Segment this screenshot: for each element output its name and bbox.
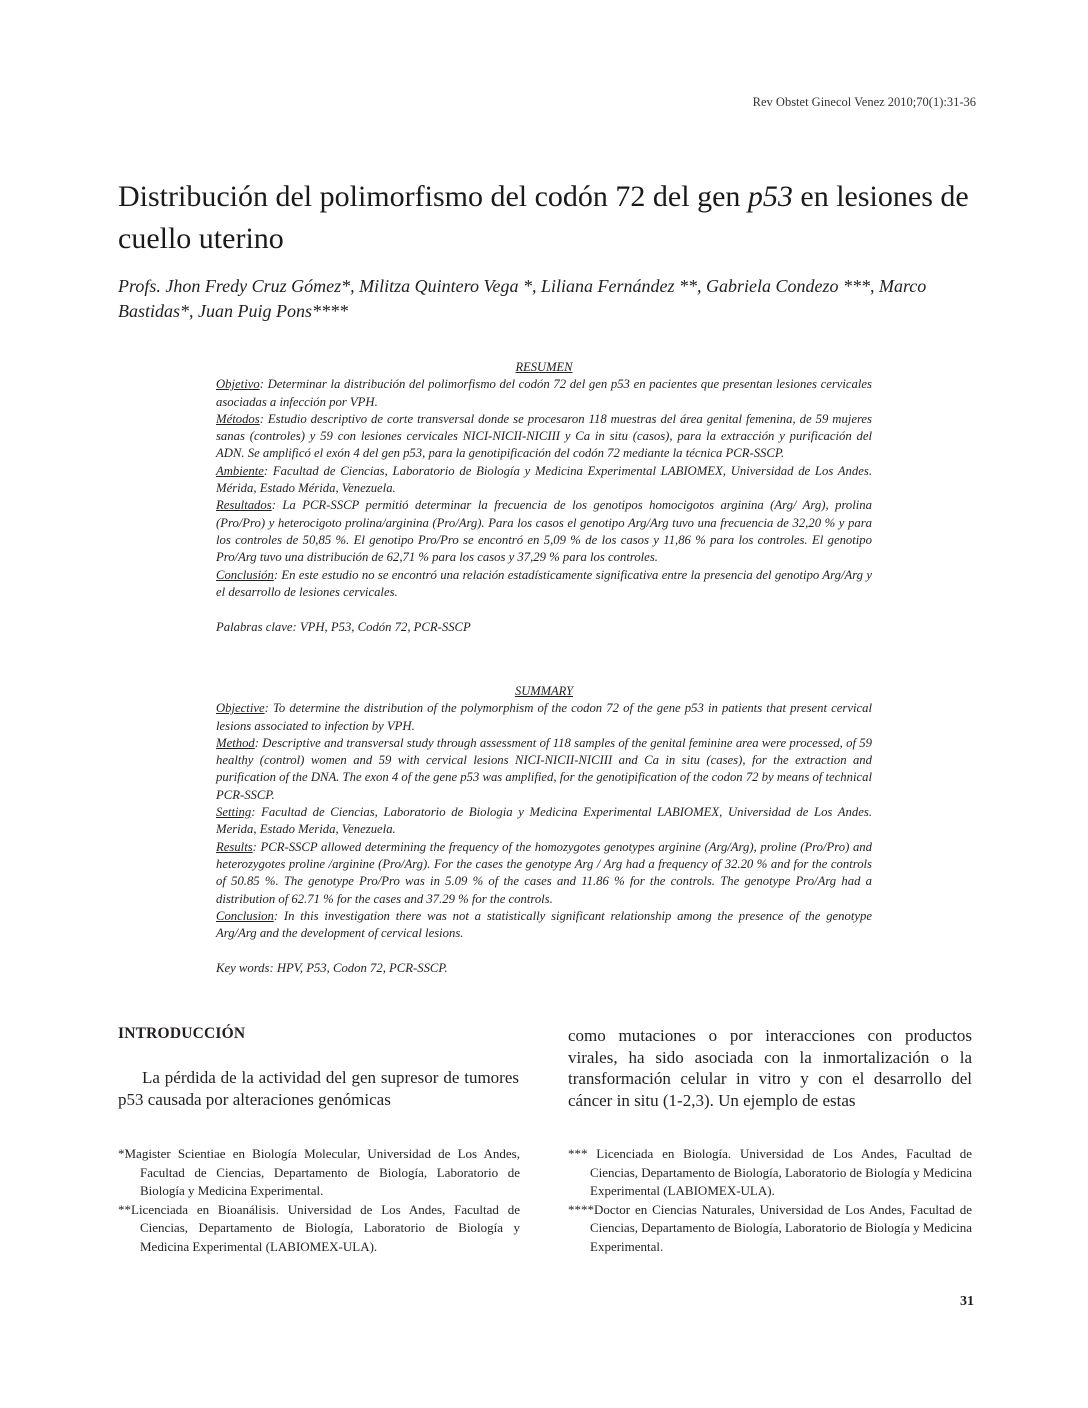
summary-item-text: : Facultad de Ciencias, Laboratorio de Biologia y Medicina Experimental LABIOMEX, Universidad de Los Andes. Merida, Estado Merida, Venezuela. xyxy=(216,805,872,837)
summary-item-label: Conclusion xyxy=(216,908,274,923)
resumen-item xyxy=(216,463,872,498)
summary-item-text: : Descriptive and transversal study through assessment of 118 samples of the genital feminine area were processed, of 59 healthy (control) women and 59 with cervical lesions NICI-NICII-NICIII and Ca in situ (cases), for the extraction and purification of the DNA. The exon 4 of the gene p53 was amplified, for the genotipification of the codon 72 by means of technical PCR-SSCP. xyxy=(216,735,872,802)
summary-item xyxy=(216,908,872,943)
resumen-item-text: : Estudio descriptivo de corte transversal donde se procesaron 118 muestras del área genital femenina, de 59 mujeres sanas (controles) y 59 con lesiones cervicales NICI-NICII-NICIII y Ca in situ (casos), para la extracción y purificación del ADN. Se amplificó el exón 4 del gen p53, para la genotipificación del codón 72 mediante la técnica PCR-SSCP. xyxy=(216,411,872,461)
footnote: *Magister Scientiae en Biología Molecular, Universidad de Los Andes, Facultad de Ciencias, Departamento de Biología, Laboratorio de Biología y Medicina Experimental. xyxy=(118,1146,520,1198)
summary-item-text: : To determine the distribution of the polymorphism of the codon 72 of the gene p53 in patients that present cervical lesions associated to infection by VPH. xyxy=(216,701,872,733)
summary-item xyxy=(216,735,872,804)
footnotes-left xyxy=(118,1145,520,1256)
footnote: **Licenciada en Bioanálisis. Universidad de Los Andes, Facultad de Ciencias, Departamento de Biología, Laboratorio de Biología y Medicina Experimental (LABIOMEX-ULA). xyxy=(118,1201,520,1254)
resumen-heading: RESUMEN xyxy=(515,360,573,374)
resumen-item xyxy=(216,376,872,411)
title-gene: p53 xyxy=(747,180,793,213)
resumen-item-text: : En este estudio no se encontró una relación estadísticamente significativa entre la presencia del genotipo Arg/Arg y el desarrollo de lesiones cervicales. xyxy=(216,567,872,599)
summary-item xyxy=(216,804,872,839)
resumen-item-text: : Determinar la distribución del polimorfismo del codón 72 del gen p53 en pacientes que presentan lesiones cervicales asociadas a infección por VPH. xyxy=(216,377,872,409)
resumen-item-text: : Facultad de Ciencias, Laboratorio de Biología y Medicina Experimental LABIOMEX, Universidad de Los Andes. Mérida, Estado Mérida, Venezuela. xyxy=(216,463,872,496)
summary-item-label: Objective xyxy=(216,701,265,716)
key-words: Key words: HPV, P53, Codon 72, PCR-SSCP. xyxy=(216,961,448,976)
resumen-item xyxy=(216,497,872,566)
resumen-item-label: Conclusión xyxy=(216,567,274,582)
summary-block xyxy=(216,683,872,978)
summary-item-text: : In this investigation there was not a statistically significant relationship among the presence of the genotype Arg/Arg and the development of cervical lesions. xyxy=(216,908,872,941)
resumen-item-label: Resultados xyxy=(216,498,272,513)
resumen-item-text: : La PCR-SSCP permitió determinar la frecuencia de los genotipos homocigotos arginina (Arg/ Arg), prolina (Pro/Pro) y heterocigoto prolina/arginina (Pro/Arg). Para los casos el genotipo Arg/Arg tuvo una frecuencia de 32,20 % y para los controles de 50,85 %. El genotipo Pro/Pro se encontró en 5,09 % de los casos y 11,86 % para los controles. El genotipo Pro/Arg tuvo una distribución de 62,71 % para los casos y 37,29 % para los controles. xyxy=(216,498,872,565)
introduction-text-left: La pérdida de la actividad del gen supresor de tumores p53 causada por alteraciones genómicas xyxy=(118,1068,519,1109)
page-number: 31 xyxy=(960,1294,974,1309)
footnote: ****Doctor en Ciencias Naturales, Universidad de Los Andes, Facultad de Ciencias, Departamento de Biología, Laboratorio de Biología y Medicina Experimental. xyxy=(568,1201,972,1254)
footnote: *** Licenciada en Biología. Universidad de Los Andes, Facultad de Ciencias, Departamento de Biología, Laboratorio de Biología y Medicina Experimental (LABIOMEX-ULA). xyxy=(568,1146,972,1198)
resumen-item xyxy=(216,411,872,463)
introduction-heading: INTRODUCCIÓN xyxy=(118,1025,246,1042)
summary-item xyxy=(216,839,872,908)
resumen-item xyxy=(216,567,872,602)
journal-reference: Rev Obstet Ginecol Venez 2010;70(1):31-36 xyxy=(752,95,976,109)
resumen-item-label: Métodos xyxy=(216,411,260,426)
summary-heading: SUMMARY xyxy=(514,684,574,698)
resumen-item-label: Objetivo xyxy=(216,377,260,392)
title-part-2: en lesiones de cuello uterino xyxy=(118,180,969,255)
resumen-block xyxy=(216,359,872,636)
palabras-clave: Palabras clave: VPH, P53, Codón 72, PCR-SSCP xyxy=(216,620,471,635)
summary-item-label: Method xyxy=(216,735,255,750)
introduction-text-right: como mutaciones o por interacciones con productos virales, ha sido asociada con la inmortalización o la transformación celular in vitro y con el desarrollo del cáncer in situ (1-2,3). Un ejemplo de estas xyxy=(568,1026,972,1110)
article-title xyxy=(118,176,978,260)
author-list: Profs. Jhon Fredy Cruz Gómez*, Militza Quintero Vega *, Liliana Fernández **, Gabriela Condezo ***, Marco Bastidas*, Juan Puig Pons**** xyxy=(118,276,927,321)
summary-item-label: Setting xyxy=(216,805,252,820)
summary-item xyxy=(216,700,872,735)
summary-item-label: Results xyxy=(216,839,253,854)
title-part-1: Distribución del polimorfismo del codón 72 del gen xyxy=(118,180,748,213)
footnotes-right xyxy=(568,1145,972,1256)
resumen-item-label: Ambiente xyxy=(216,463,264,478)
summary-item-text: : PCR-SSCP allowed determining the frequency of the homozygotes genotypes arginine (Arg/Arg), proline (Pro/Pro) and heterozygotes proline /arginine (Pro/Arg). For the cases the genotype Arg / Arg had a frequency of 32.20 % and for the controls of 50.85 %. The genotype Pro/Pro was in 5.09 % of the cases and 11.86 % for the controls. The genotype Pro/Arg had a distribution of 62.71 % for the cases and 37.29 % for the controls. xyxy=(216,839,872,906)
